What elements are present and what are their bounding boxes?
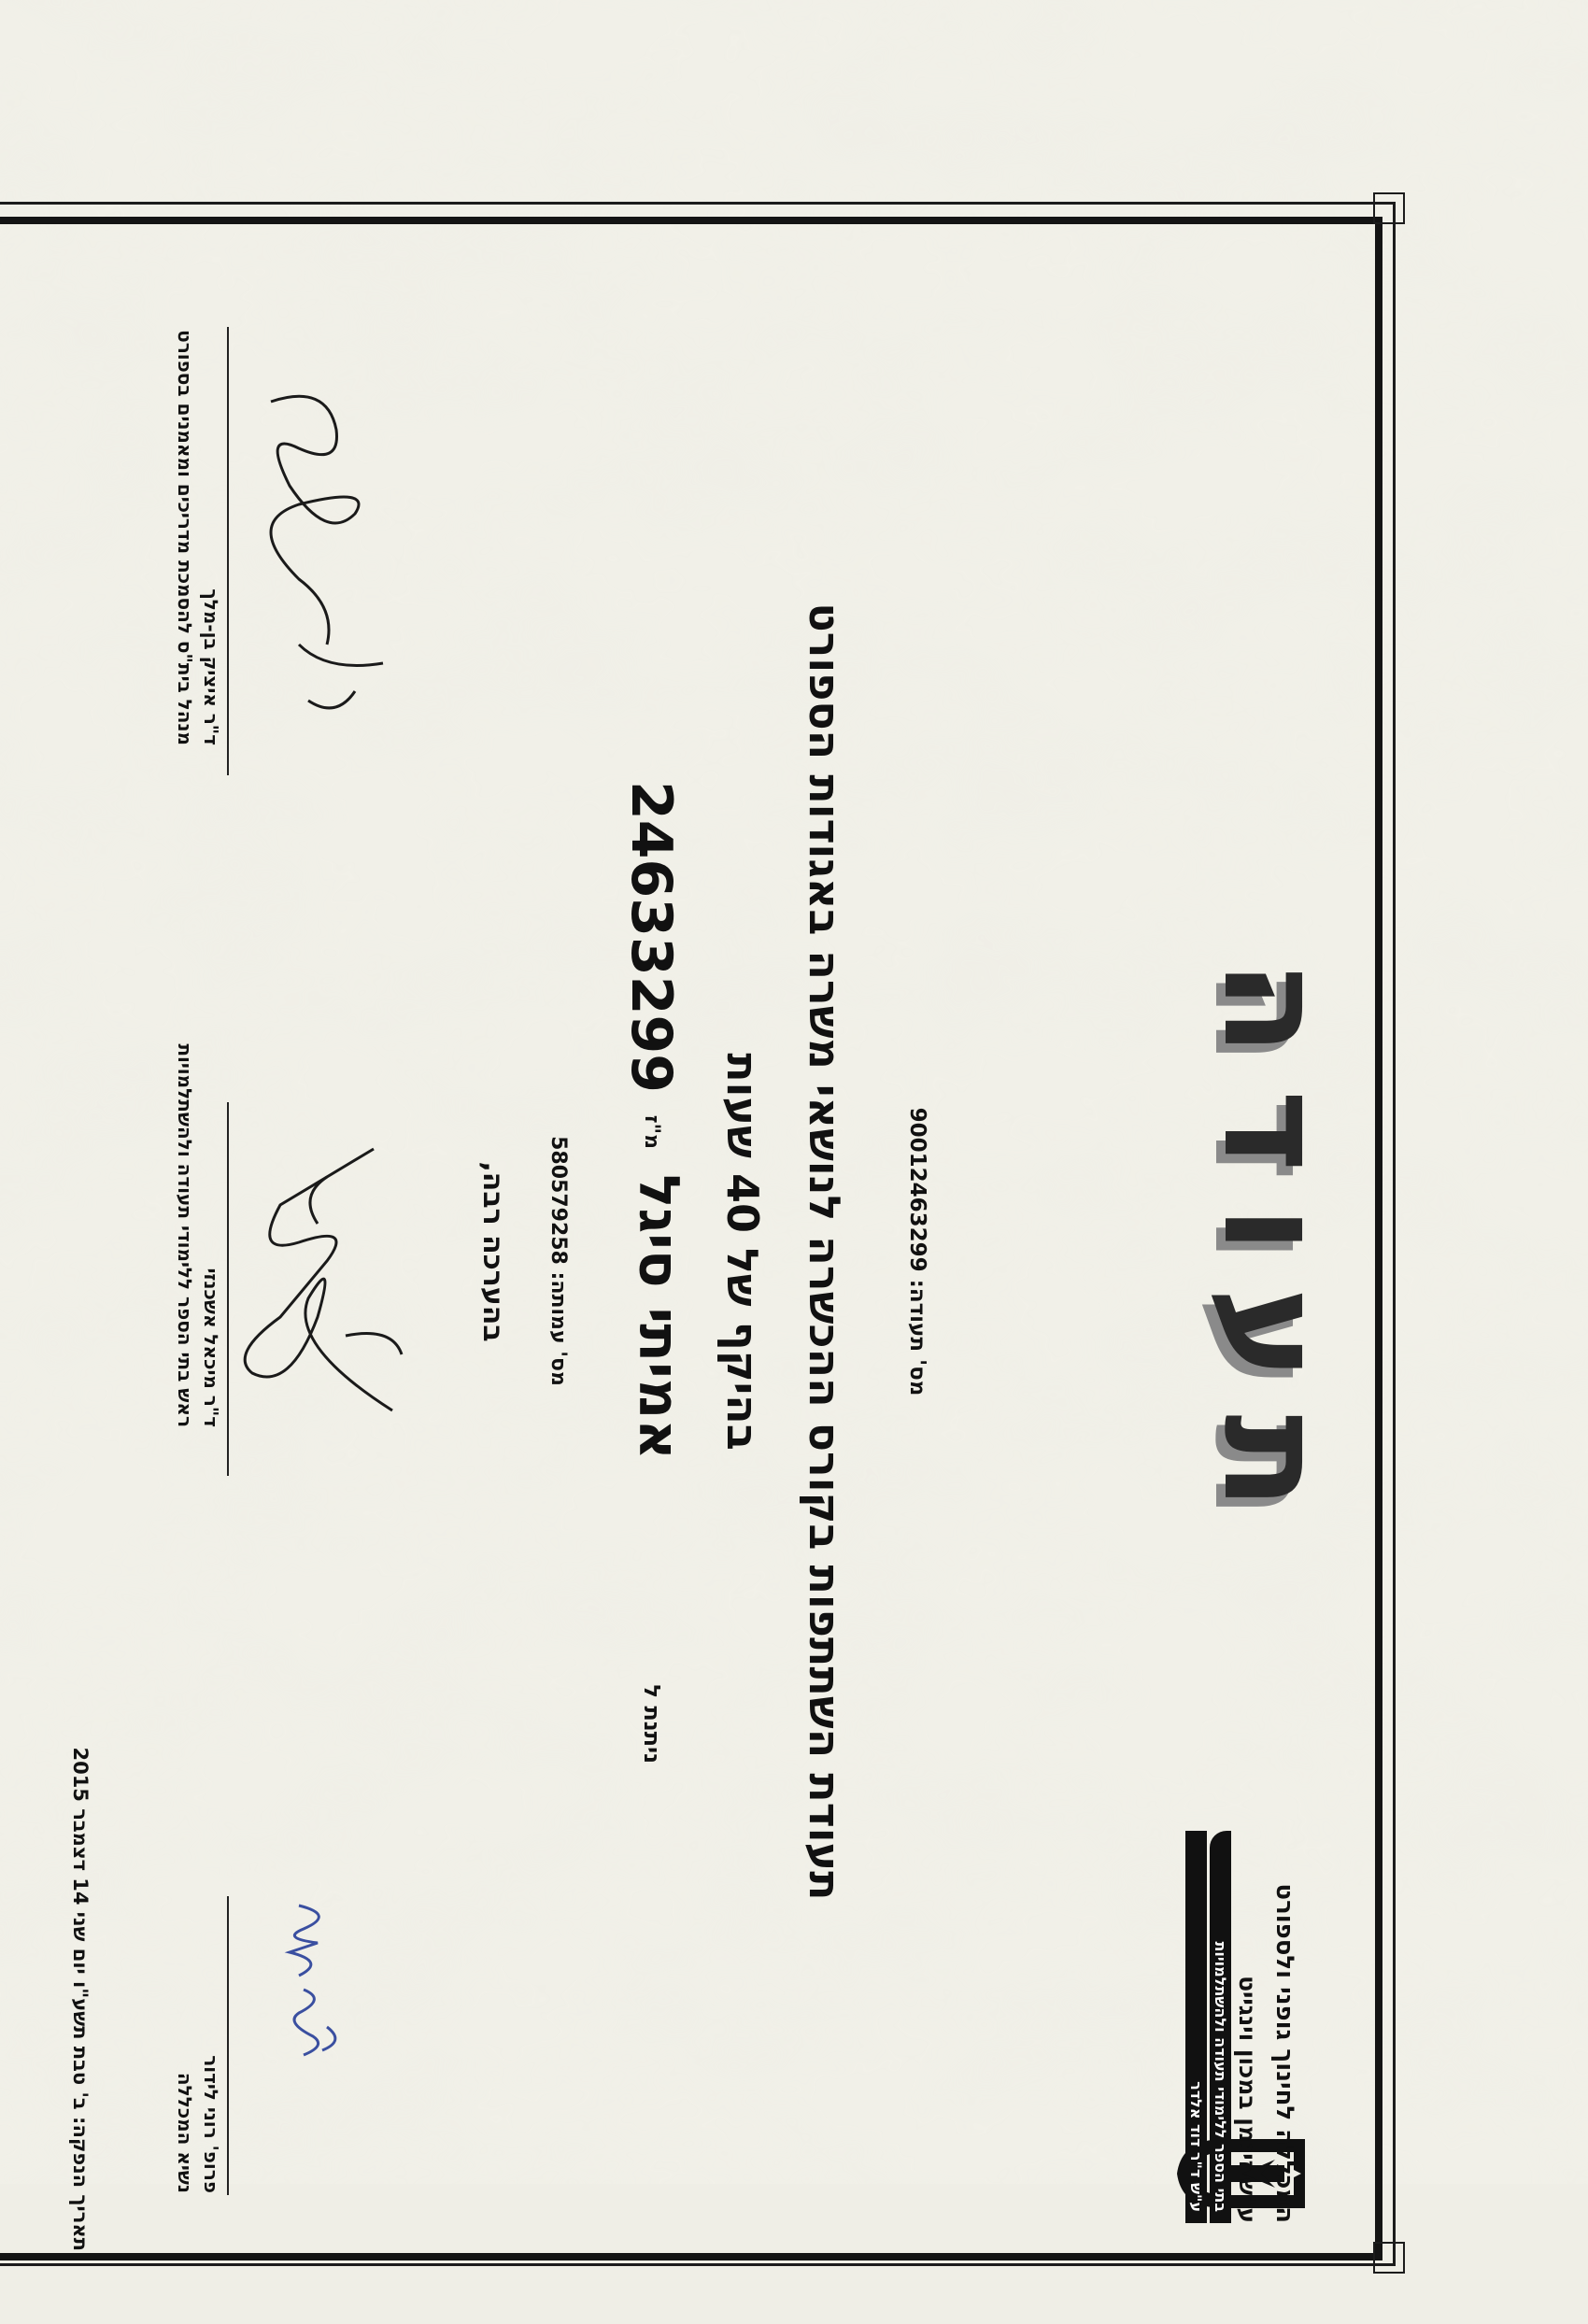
frame-corner — [1373, 192, 1405, 224]
certificate-title: תעודה — [1192, 959, 1354, 1544]
inner-frame — [0, 217, 1382, 2260]
signatory-role: מנהל בית"ס להסמכת מדריכים ומאמנים בספורט — [174, 330, 196, 745]
recipient-name: אמיתי סיגל — [626, 1174, 691, 1460]
certificate-number — [905, 841, 929, 1663]
association-number — [546, 971, 570, 1551]
handwritten-signature — [224, 364, 439, 757]
certificate-description: תעודת השתתפות בקורס ההכשרה לנושאי משרה באגודות הספורט — [800, 602, 850, 1901]
given-to-label: ניתנת ל — [639, 1684, 665, 1764]
certificate-number-value: 90012463299 — [905, 1107, 929, 1272]
certificate — [0, 140, 1448, 2324]
signatory-role: נשיא המכללה — [174, 2072, 196, 2193]
certificate-hours: בהיקף של 40 שעות — [717, 1053, 768, 1451]
signatory-name: ד"ר איציק בן-מלך — [200, 588, 222, 745]
handwritten-signature — [262, 1887, 355, 2074]
signature-line — [227, 1102, 229, 1476]
id-label: מ"ז — [640, 1114, 663, 1149]
signatory-role: ראש בתי הספר ללימודי תעודה ולהשתלמויות — [174, 1043, 196, 1427]
institution-name: המכללה לחינוך גופני ולספורט — [1270, 1883, 1298, 2223]
signatory-name: ד"ר מיכאל אשכנזי — [200, 1268, 222, 1427]
signature-line — [227, 327, 229, 775]
institution-subname: ע"ש זינמן במכון וינגייט — [1234, 1976, 1261, 2223]
signatory-name: פרופ' רוני לידור — [200, 2055, 222, 2193]
id-number: 24633299 — [618, 781, 684, 1093]
signature-line — [227, 1896, 229, 2195]
certificate-number-label: מס' תעודה: — [905, 1279, 929, 1396]
institution-school: בתי הספר ללימודי תעודה ולהשתלמויות — [1210, 1831, 1231, 2223]
association-number-value: 580579258 — [546, 1136, 570, 1265]
handwritten-signature — [224, 1112, 430, 1448]
issue-date: תאריך הנפקה: ב' טבת תשע"ו יום שני 14 דצמבר 2015 — [69, 1747, 92, 2251]
frame-corner — [1373, 2242, 1405, 2274]
regards: בהערכה רבה, — [476, 1161, 509, 1342]
association-number-label: מס' עמותה: — [546, 1271, 570, 1386]
institution-school-named: ע"ש ד"ר דוד אלדר — [1185, 1831, 1207, 2223]
